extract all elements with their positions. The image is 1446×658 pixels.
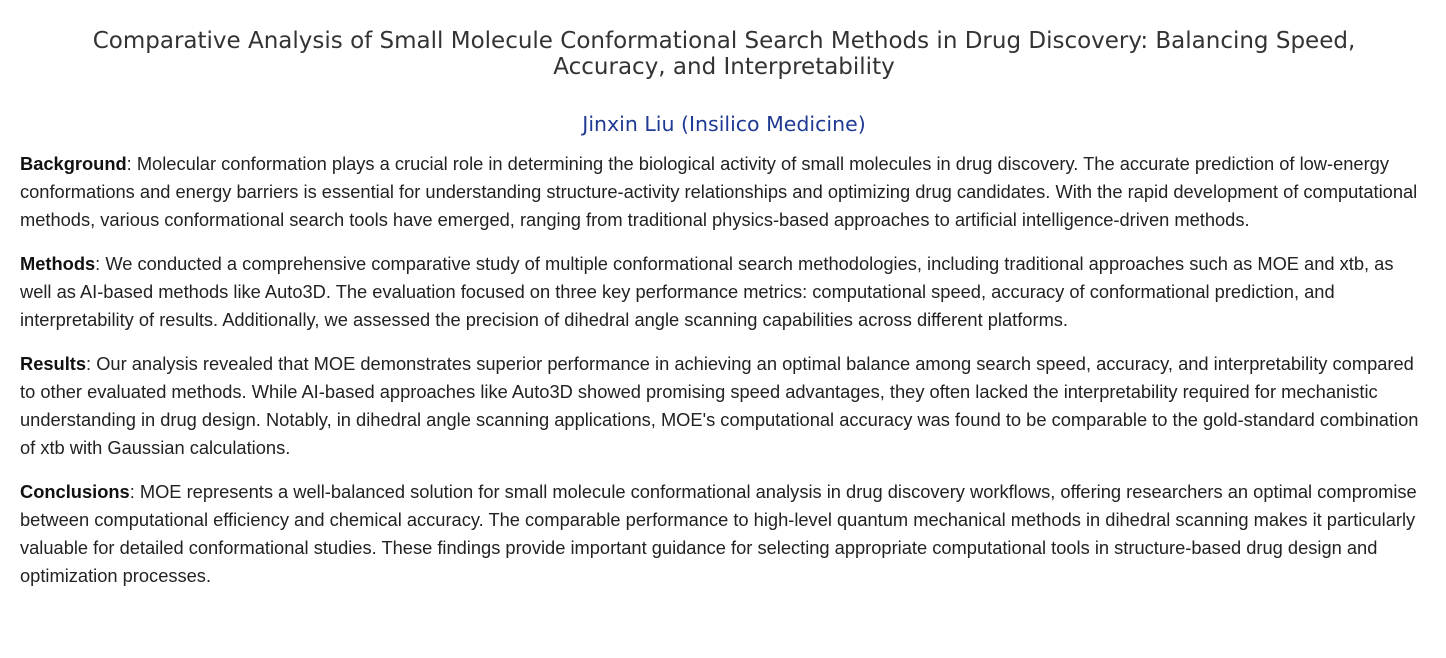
section-methods: [20, 250, 1428, 334]
section-background: [20, 150, 1428, 234]
paper-title: Comparative Analysis of Small Molecule Conformational Search Methods in Drug Discovery: Balancing Speed, Accuracy, and Interpretability: [92, 28, 1356, 80]
section-text: : MOE represents a well-balanced solution for small molecule conformational analysis in drug discovery workflows, offering researchers an optimal compromise between computational efficiency and chemical accuracy. The comparable performance to high-level quantum mechanical methods in dihedral scanning makes it particularly valuable for detailed conformational studies. These findings provide important guidance for selecting appropriate computational tools in structure-based drug design and optimization processes.: [20, 481, 1417, 586]
section-label: Background: [20, 153, 127, 174]
section-label: Results: [20, 353, 87, 374]
abstract-page: [0, 28, 1446, 590]
section-label: Conclusions: [20, 481, 130, 502]
section-text: : Our analysis revealed that MOE demonstrates superior performance in achieving an optimal balance among search speed, accuracy, and interpretability compared to other evaluated methods. While AI-based approaches like Auto3D showed promising speed advantages, they often lacked the interpretability required for mechanistic understanding in drug design. Notably, in dihedral angle scanning applications, MOE's computational accuracy was found to be comparable to the gold-standard combination of xtb with Gaussian calculations.: [20, 353, 1419, 458]
section-conclusions: [20, 478, 1428, 590]
section-text: : We conducted a comprehensive comparative study of multiple conformational search methodologies, including traditional approaches such as MOE and xtb, as well as AI-based methods like Auto3D. The evaluation focused on three key performance metrics: computational speed, accuracy of conformational prediction, and interpretability of results. Additionally, we assessed the precision of dihedral angle scanning capabilities across different platforms.: [20, 253, 1394, 330]
section-label: Methods: [20, 253, 96, 274]
section-results: [20, 350, 1428, 462]
section-text: : Molecular conformation plays a crucial role in determining the biological activity of small molecules in drug discovery. The accurate prediction of low-energy conformations and energy barriers is essential for understanding structure-activity relationships and optimizing drug candidates. With the rapid development of computational methods, various conformational search tools have emerged, ranging from traditional physics-based approaches to artificial intelligence-driven methods.: [20, 153, 1418, 230]
author-line: Jinxin Liu (Insilico Medicine): [582, 112, 866, 136]
